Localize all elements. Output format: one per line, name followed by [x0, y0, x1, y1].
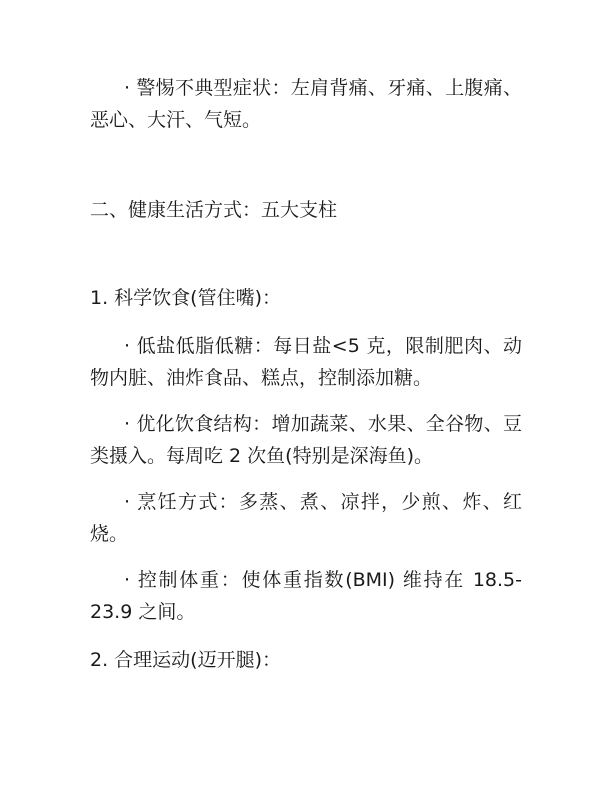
subheading-diet: 1. 科学饮食(管住嘴)：: [90, 287, 281, 309]
bullet-atypical-symptoms: · 警惕不典型症状：左肩背痛、牙痛、上腹痛、恶心、大汗、气短。: [90, 77, 522, 131]
bullet-diet-structure: · 优化饮食结构：增加蔬菜、水果、全谷物、豆类摄入。每周吃 2 次鱼(特别是深海鱼)。: [90, 413, 522, 467]
subheading-exercise: 2. 合理运动(迈开腿)：: [90, 649, 281, 671]
bullet-weight-control: · 控制体重：使体重指数(BMI) 维持在 18.5-23.9 之间。: [90, 569, 522, 623]
section-heading-healthy-lifestyle: 二、健康生活方式：五大支柱: [90, 199, 338, 221]
bullet-cooking-methods: · 烹饪方式：多蒸、煮、凉拌，少煎、炸、红烧。: [90, 491, 522, 545]
bullet-low-salt-fat-sugar: · 低盐低脂低糖：每日盐<5 克，限制肥肉、动物内脏、油炸食品、糕点，控制添加糖。: [90, 335, 522, 389]
